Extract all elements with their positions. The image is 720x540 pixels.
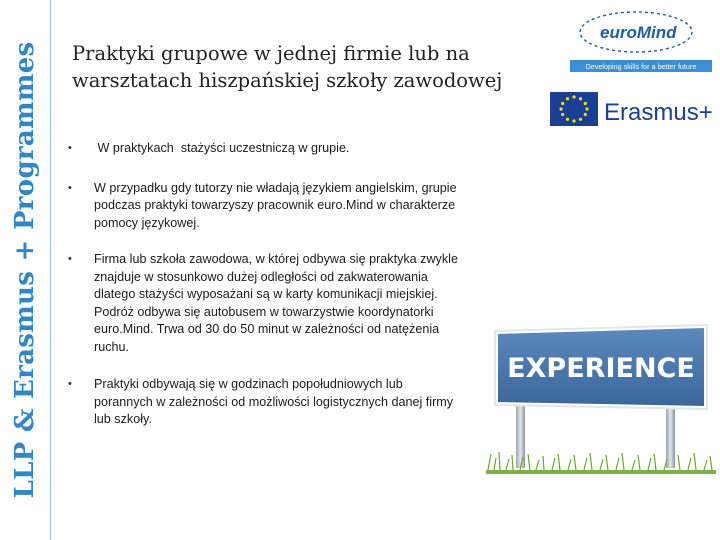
bullet-item <box>68 180 460 233</box>
slide-title-line-2: warsztatach hiszpańskiej szkoły zawodowej <box>72 69 503 92</box>
bullet-dot-icon: • <box>68 142 72 154</box>
sidebar-band <box>0 0 51 540</box>
euromind-tagline: Developing skills for a better future <box>585 62 697 71</box>
slide-title <box>72 40 542 94</box>
erasmus-logo <box>548 88 713 130</box>
experience-sign-image <box>486 318 716 474</box>
euromind-logo-part2: Mind <box>636 23 677 42</box>
bullet-item <box>68 376 460 429</box>
bullet-dot-icon: • <box>68 378 72 390</box>
bullet-text: Praktyki odbywają się w godzinach popołudniowych lub porannych w zależności od możliwości logistycznych danej firmy lub szkoły. <box>94 377 454 426</box>
sign-text: EXPERIENCE <box>507 353 695 384</box>
bullet-list <box>68 140 460 444</box>
slide-title-line-1: Praktyki grupowe w jednej firmie lub na <box>72 42 470 65</box>
bullet-item <box>68 140 460 158</box>
svg-text:euroMind <box>600 23 677 42</box>
bullet-item <box>68 251 460 356</box>
erasmus-logo-text: Erasmus+ <box>604 99 713 126</box>
bullet-text: W praktykach stażyści uczestniczą w grupie. <box>94 141 350 155</box>
euromind-logo-part1: euro <box>600 23 637 42</box>
sidebar-vertical-title: LLP & Erasmus + Programmes <box>10 41 40 499</box>
bullet-dot-icon: • <box>68 253 72 265</box>
euromind-logo <box>568 8 714 78</box>
bullet-text: W przypadku gdy tutorzy nie władają językiem angielskim, grupie podczas praktyki towarzyszy pracownik euro.Mind w charakterze pomocy językowej. <box>94 180 457 230</box>
bullet-dot-icon: • <box>68 181 72 194</box>
bullet-text: Firma lub szkoła zawodowa, w której odbywa się praktyka zwykle znajduje w stosunkowo dużej odległości od zakwaterowania dlatego stażyści wyposażani są w karty komunikacji miejskiej. Podróż odbywa się autobusem w towarzystwie koordynatorki euro.Mind. Trwa od 30 do 50 minut w zależności od natężenia ruchu. <box>94 252 458 354</box>
